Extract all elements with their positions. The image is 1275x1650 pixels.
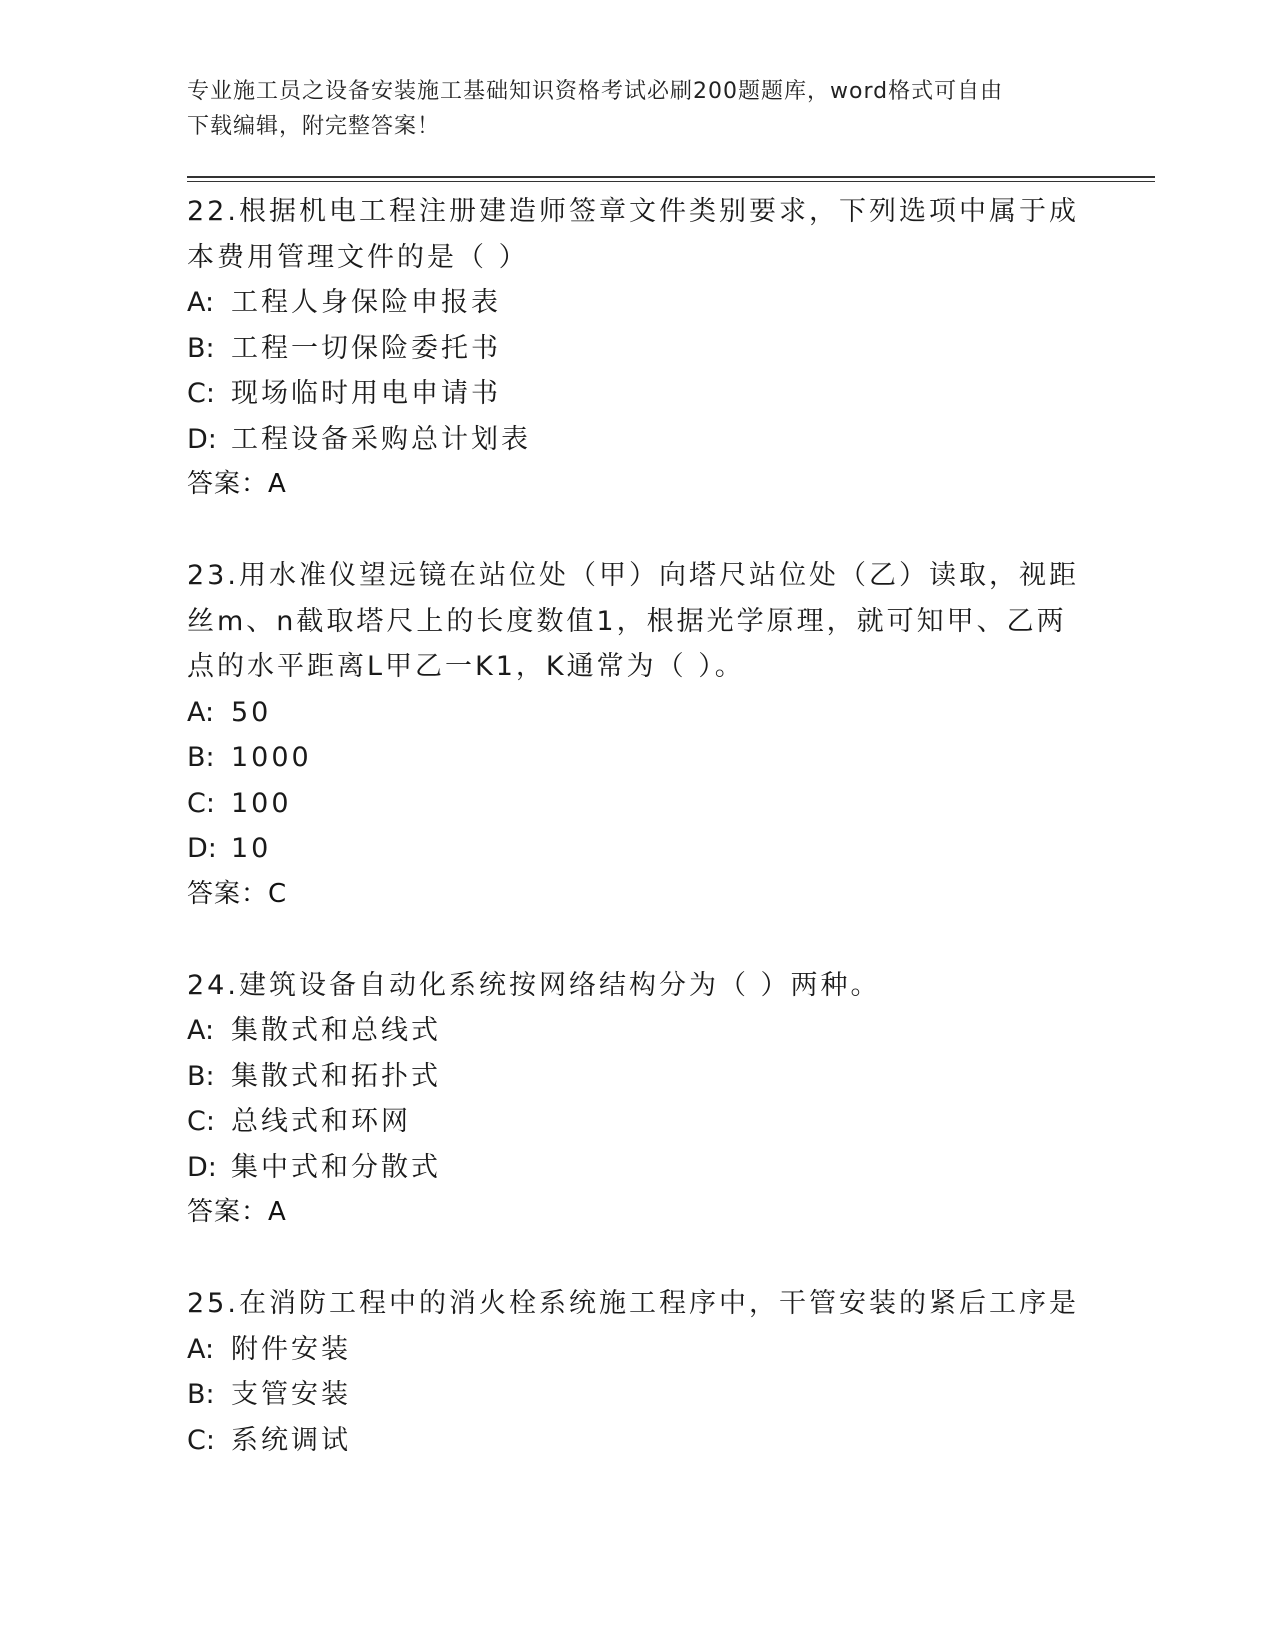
question-spacer [187, 1236, 1087, 1282]
header-line-1: 专业施工员之设备安装施工基础知识资格考试必刷200题题库，word格式可自由 [187, 79, 1004, 104]
option-letter: A: [187, 1333, 215, 1365]
option-d [187, 1145, 1087, 1191]
option-b [187, 735, 1087, 781]
option-text: 工程设备采购总计划表 [231, 423, 531, 455]
option-letter: D: [187, 423, 217, 455]
option-d [187, 826, 1087, 872]
option-letter: A: [187, 696, 215, 728]
question-22 [187, 189, 1087, 508]
option-letter: C: [187, 1424, 215, 1456]
option-letter: B: [187, 742, 215, 773]
option-letter: B: [187, 1379, 215, 1410]
option-text: 100 [231, 787, 292, 819]
header-divider-thick [187, 176, 1155, 178]
option-text: 附件安装 [231, 1333, 351, 1365]
question-stem: 24.建筑设备自动化系统按网络结构分为（ ）两种。 [187, 969, 881, 1001]
question-spacer [187, 508, 1087, 554]
option-c [187, 781, 1087, 827]
document-header [187, 74, 1087, 144]
question-list [187, 189, 1087, 1463]
option-a [187, 1327, 1087, 1373]
option-text: 10 [231, 833, 272, 864]
option-c [187, 1099, 1087, 1145]
option-text: 50 [231, 696, 272, 728]
answer-label: 答案：C [187, 878, 288, 909]
option-letter: A: [187, 287, 215, 318]
option-a [187, 1008, 1087, 1054]
option-text: 系统调试 [231, 1424, 351, 1456]
option-text: 集中式和分散式 [231, 1151, 441, 1183]
question-spacer [187, 917, 1087, 963]
option-text: 工程人身保险申报表 [231, 287, 501, 318]
option-text: 现场临时用电申请书 [231, 378, 501, 409]
option-letter: D: [187, 1151, 217, 1183]
question-25 [187, 1281, 1087, 1463]
question-stem: 23.用水准仪望远镜在站位处（甲）向塔尺站位处（乙）读取，视距丝m、n截取塔尺上的长度数值1，根据光学原理，就可知甲、乙两点的水平距离L甲乙一K1，K通常为（ ）。 [187, 560, 1079, 682]
question-23 [187, 553, 1087, 917]
option-b [187, 1372, 1087, 1418]
option-d [187, 417, 1087, 463]
option-b [187, 1054, 1087, 1100]
question-stem: 22.根据机电工程注册建造师签章文件类别要求，下列选项中属于成本费用管理文件的是（ ） [187, 196, 1079, 273]
option-text: 集散式和拓扑式 [231, 1060, 441, 1092]
option-letter: C: [187, 1106, 215, 1137]
option-letter: D: [187, 833, 217, 864]
option-text: 工程一切保险委托书 [231, 332, 501, 364]
option-b [187, 326, 1087, 372]
option-a [187, 690, 1087, 736]
option-letter: A: [187, 1015, 215, 1046]
header-divider-thin [187, 181, 1155, 182]
option-c [187, 371, 1087, 417]
question-stem: 25.在消防工程中的消火栓系统施工程序中，干管安装的紧后工序是 [187, 1288, 1079, 1319]
question-24 [187, 963, 1087, 1236]
option-text: 1000 [231, 742, 312, 773]
option-letter: C: [187, 378, 215, 409]
option-letter: C: [187, 787, 215, 819]
option-c [187, 1418, 1087, 1464]
option-text: 总线式和环网 [231, 1106, 411, 1137]
option-a [187, 280, 1087, 326]
option-letter: B: [187, 1060, 215, 1092]
option-text: 集散式和总线式 [231, 1015, 441, 1046]
answer-label: 答案：A [187, 469, 287, 499]
header-line-2: 下载编辑，附完整答案！ [187, 114, 441, 139]
answer-label: 答案：A [187, 1197, 287, 1227]
option-letter: B: [187, 332, 215, 364]
option-text: 支管安装 [231, 1379, 351, 1410]
